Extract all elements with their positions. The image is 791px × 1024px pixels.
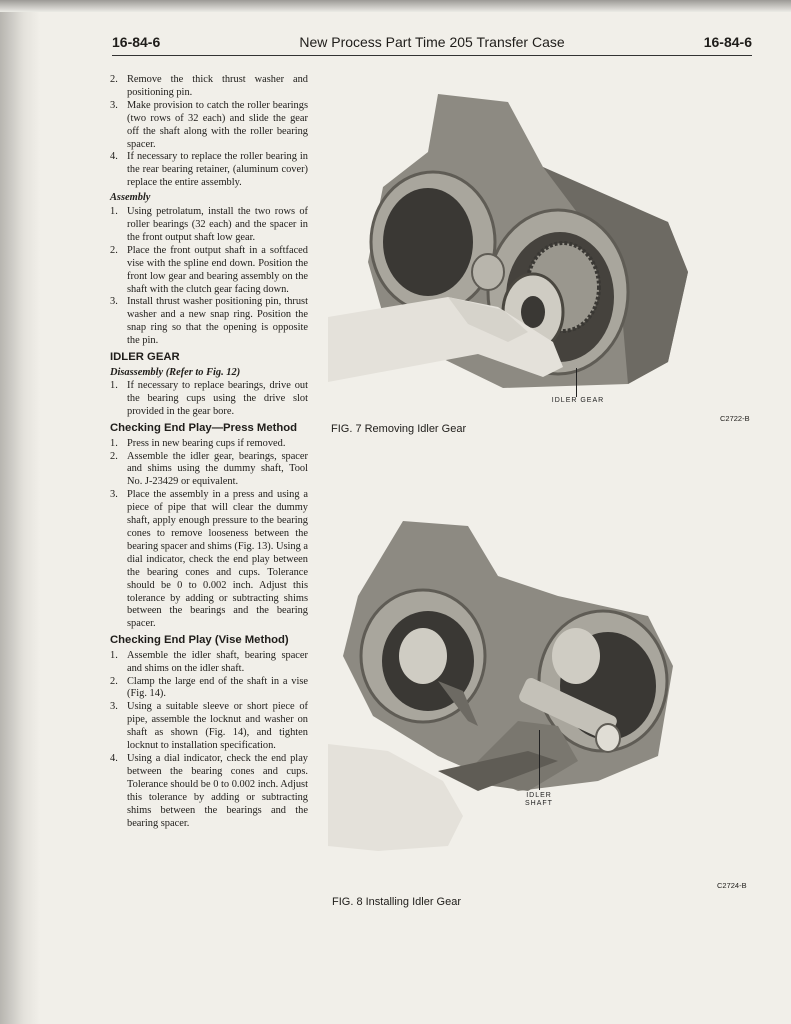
binding-shadow — [0, 0, 40, 1024]
list-item: 2. Clamp the large end of the shaft in a vise (Fig. 14). — [110, 675, 308, 700]
page-number-left: 16-84-6 — [112, 34, 161, 50]
vise-method-list — [110, 650, 308, 831]
idler-disassembly-list — [110, 380, 308, 419]
press-method-heading: Checking End Play—Press Method — [110, 422, 298, 435]
text-column — [110, 74, 308, 830]
scan-edge — [0, 0, 791, 12]
list-item: 1. Press in new bearing cups if removed. — [110, 437, 286, 449]
fig8-callout-leader — [539, 730, 540, 790]
page-header — [112, 34, 752, 54]
assembly-heading: Assembly — [110, 192, 151, 204]
idler-disassembly-heading: Disassembly (Refer to Fig. 12) — [110, 366, 241, 378]
fig8-caption: FIG. 8 Installing Idler Gear — [332, 896, 461, 908]
fig8-code: C2724-B — [717, 881, 747, 890]
fig8-photo — [328, 516, 690, 856]
page-number-right: 16-84-6 — [703, 34, 752, 50]
fig7-callout-idler-gear: IDLER GEAR — [551, 397, 605, 404]
list-item: 1. Assemble the idler shaft, bearing spacer and shims on the idler shaft. — [110, 649, 308, 674]
list-item: 2. Assemble the idler gear, bearings, spacer and shims using the dummy shaft, Tool No. J-23429 or equivalent. — [110, 450, 308, 488]
list-item: 4. Using a dial indicator, check the end play between the bearing cones and cups. Tolerance should be 0 to 0.002 inch. Adjust this tolerance by adding or subtracting shims between the bearings and the bearing spacer. — [110, 753, 308, 829]
header-rule — [112, 55, 752, 56]
assembly-list — [110, 206, 308, 348]
list-item: 1. Using petrolatum, install the two rows of roller bearings (32 each) and the spacer in the front output shaft low gear. — [110, 206, 308, 243]
page-title: New Process Part Time 205 Transfer Case — [299, 34, 565, 50]
list-item: 1. If necessary to replace bearings, drive out the bearing cups using the drive slot provided in the gear bore. — [110, 380, 308, 418]
list-item: 3. Install thrust washer positioning pin, thrust washer and a new snap ring. Position the snap ring so that the opening is opposite the pin. — [110, 296, 308, 347]
vise-method-heading: Checking End Play (Vise Method) — [110, 634, 289, 647]
fig8-callout-line2: SHAFT — [525, 800, 553, 807]
disassembly-list — [110, 74, 308, 190]
list-item: 3. Using a suitable sleeve or short piece of pipe, assemble the locknut and washer on shaft as shown (Fig. 14), and tighten locknut to installation specification. — [110, 701, 308, 752]
fig7-caption: FIG. 7 Removing Idler Gear — [331, 423, 467, 435]
fig7-callout-leader — [576, 368, 577, 397]
list-item: 2. Place the front output shaft in a softfaced vise with the spline end down. Position the front low gear and bearing assembly on the shaft with the clutch gear facing down. — [110, 244, 308, 295]
list-item: 4. If necessary to replace the roller bearing in the rear bearing retainer, (aluminum cover) replace the entire assembly. — [110, 151, 308, 189]
list-item: 3. Make provision to catch the roller bearings (two rows of 32 each) and slide the gear off the shaft along with the roller bearing spacer. — [110, 99, 308, 150]
list-item: 2. Remove the thick thrust washer and positioning pin. — [110, 74, 308, 98]
fig7-code: C2722-B — [720, 414, 750, 423]
fig8-callout-idler-shaft — [515, 792, 563, 808]
fig7-photo — [328, 92, 708, 397]
list-item: 3. Place the assembly in a press and using a piece of pipe that will clear the dummy shaft, apply enough pressure to the bearing cones to remove looseness between the bearing spacer and shims (Fig. 13). Using a dial indicator, check the end play between the bearing cones and cups. Tolerance should be 0 to 0.002 inch. Adjust this tolerance by adding or subtracting shims between the bearings and the bearing spacer. — [110, 489, 308, 630]
press-method-list — [110, 438, 308, 632]
fig8-callout-line1: IDLER — [526, 792, 552, 799]
idler-gear-heading: IDLER GEAR — [110, 351, 180, 364]
